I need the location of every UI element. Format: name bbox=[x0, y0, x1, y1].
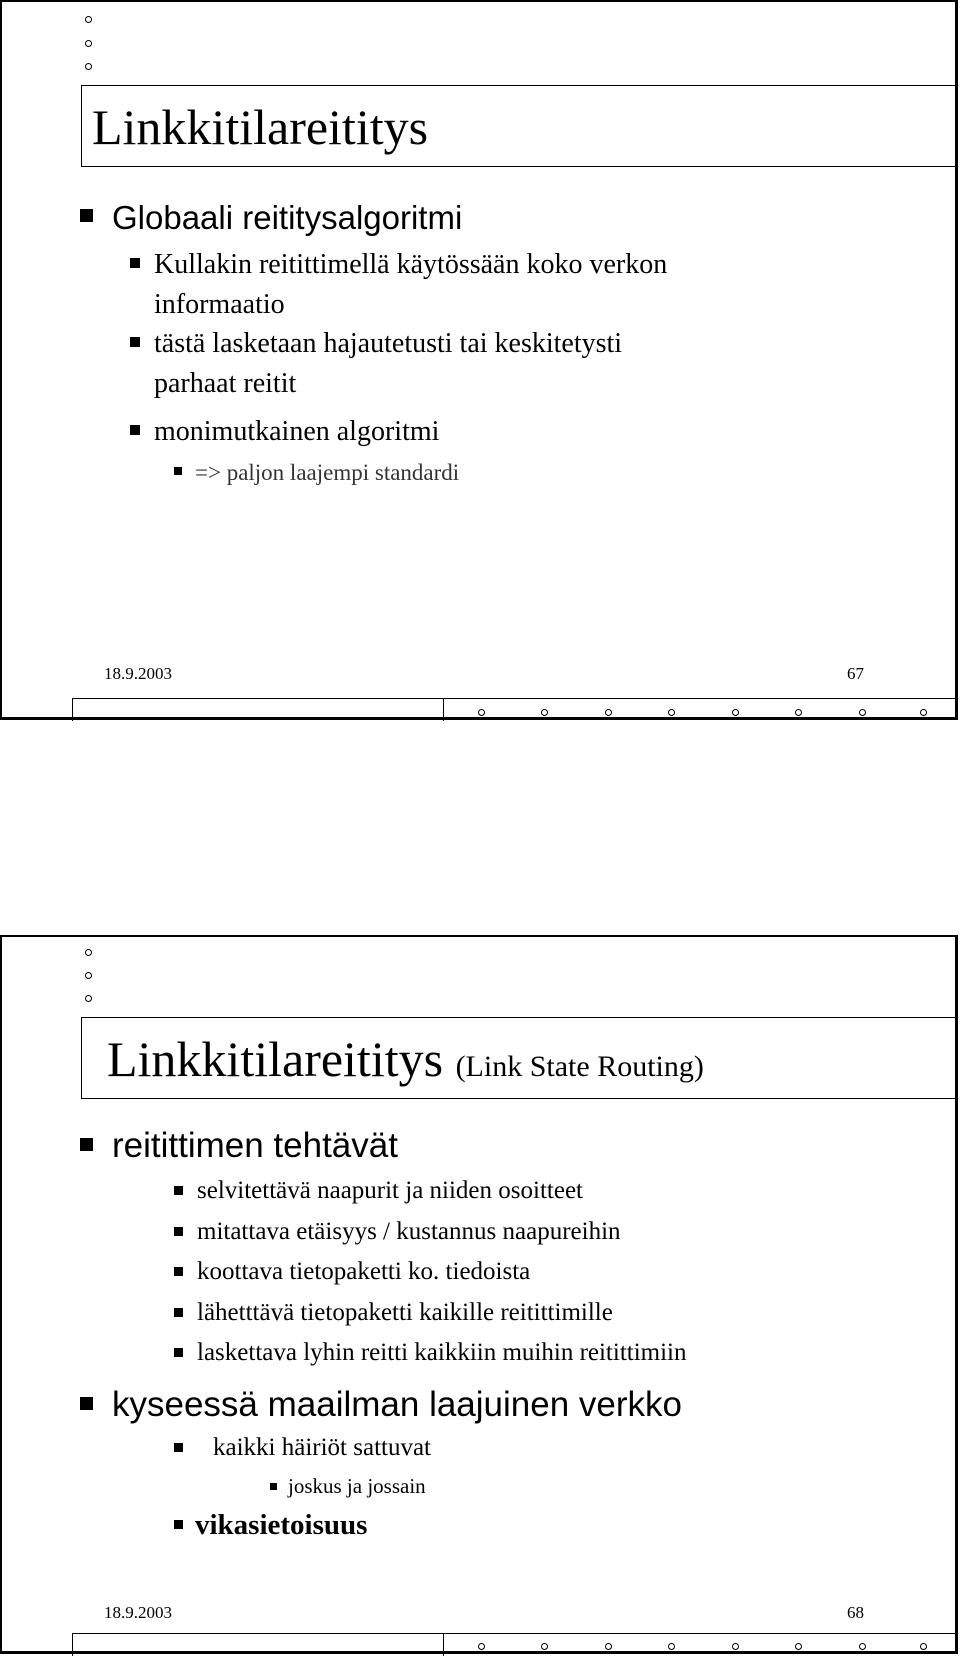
bullet-item: kyseessä maailman laajuinen verkko bbox=[112, 1385, 682, 1424]
bullet-item: vikasietoisuus bbox=[195, 1509, 368, 1541]
bullet-square-icon bbox=[80, 209, 93, 222]
bullet-square-icon bbox=[174, 1348, 183, 1357]
bullet-item: monimutkainen algoritmi bbox=[154, 416, 440, 447]
decor-circle-icon bbox=[920, 709, 927, 716]
bullet-item: kaikki häiriöt sattuvat bbox=[213, 1434, 432, 1461]
bullet-item: reitittimen tehtävät bbox=[112, 1126, 398, 1165]
bullet-item: lähetttävä tietopaketti kaikille reitittimille bbox=[197, 1299, 613, 1326]
footer-date: 18.9.2003 bbox=[104, 664, 172, 683]
bullet-item: tästä lasketaan hajautetusti tai keskitetysti bbox=[154, 328, 623, 359]
decor-circle-icon bbox=[795, 709, 802, 716]
decor-circle-icon bbox=[920, 1643, 927, 1650]
decor-circle-icon bbox=[605, 709, 612, 716]
bullet-item: laskettava lyhin reitti kaikkiin muihin reitittimiin bbox=[197, 1339, 687, 1366]
bullet-item: joskus ja jossain bbox=[288, 1474, 426, 1498]
decor-circle-icon bbox=[85, 972, 92, 979]
bullet-square-icon bbox=[130, 425, 140, 435]
decor-circle-icon bbox=[859, 1643, 866, 1650]
bullet-square-icon bbox=[270, 1483, 277, 1490]
bullet-item: Globaali reititysalgoritmi bbox=[112, 199, 463, 236]
bullet-square-icon bbox=[80, 1138, 93, 1151]
bullet-square-icon bbox=[174, 467, 182, 475]
slide-title: Linkkitilareititys bbox=[92, 99, 429, 155]
decor-circle-icon bbox=[85, 995, 92, 1002]
bullet-item: mitattava etäisyys / kustannus naapureihin bbox=[197, 1218, 621, 1245]
decor-circle-icon bbox=[859, 709, 866, 716]
slide-68 bbox=[0, 935, 958, 1654]
bullet-square-icon bbox=[174, 1443, 183, 1452]
footer-date: 18.9.2003 bbox=[104, 1603, 172, 1622]
footer-frame bbox=[72, 698, 444, 721]
decor-circle-icon bbox=[85, 949, 92, 956]
decor-circle-icon bbox=[478, 1643, 485, 1650]
decor-circle-icon bbox=[85, 16, 92, 23]
bullet-square-icon bbox=[174, 1520, 183, 1529]
decor-circle-icon bbox=[732, 709, 739, 716]
decor-circle-icon bbox=[85, 40, 92, 47]
slide-title bbox=[107, 1030, 704, 1088]
footer-line bbox=[442, 1633, 955, 1634]
bullet-item: => paljon laajempi standardi bbox=[195, 460, 460, 485]
decor-circle-icon bbox=[668, 709, 675, 716]
bullet-square-icon bbox=[174, 1227, 183, 1236]
decor-circle-icon bbox=[478, 709, 485, 716]
decor-circle-icon bbox=[732, 1643, 739, 1650]
footer-page-number: 67 bbox=[847, 664, 864, 683]
bullet-item-continuation: parhaat reitit bbox=[154, 368, 297, 399]
bullet-square-icon bbox=[174, 1267, 183, 1276]
bullet-square-icon bbox=[174, 1308, 183, 1317]
bullet-square-icon bbox=[80, 1397, 93, 1410]
footer-line bbox=[442, 698, 955, 699]
bullet-square-icon bbox=[130, 337, 140, 347]
bullet-item: Kullakin reitittimellä käytössään koko verkon bbox=[154, 249, 668, 280]
decor-circle-icon bbox=[605, 1643, 612, 1650]
bullet-square-icon bbox=[130, 258, 140, 268]
decor-circle-icon bbox=[541, 1643, 548, 1650]
decor-circle-icon bbox=[541, 709, 548, 716]
decor-circle-icon bbox=[795, 1643, 802, 1650]
decor-circle-icon bbox=[668, 1643, 675, 1650]
slide-67 bbox=[0, 0, 958, 720]
bullet-item: selvitettävä naapurit ja niiden osoitteet bbox=[197, 1177, 583, 1204]
decor-circle-icon bbox=[85, 63, 92, 70]
slide-title-main: Linkkitilareititys bbox=[107, 1031, 444, 1087]
footer-frame bbox=[72, 1633, 444, 1656]
slide-title-subtitle: (Link State Routing) bbox=[455, 1050, 704, 1083]
bullet-square-icon bbox=[174, 1186, 183, 1195]
footer-page-number: 68 bbox=[847, 1603, 864, 1622]
bullet-item-continuation: informaatio bbox=[154, 289, 285, 320]
bullet-item: koottava tietopaketti ko. tiedoista bbox=[197, 1258, 531, 1285]
